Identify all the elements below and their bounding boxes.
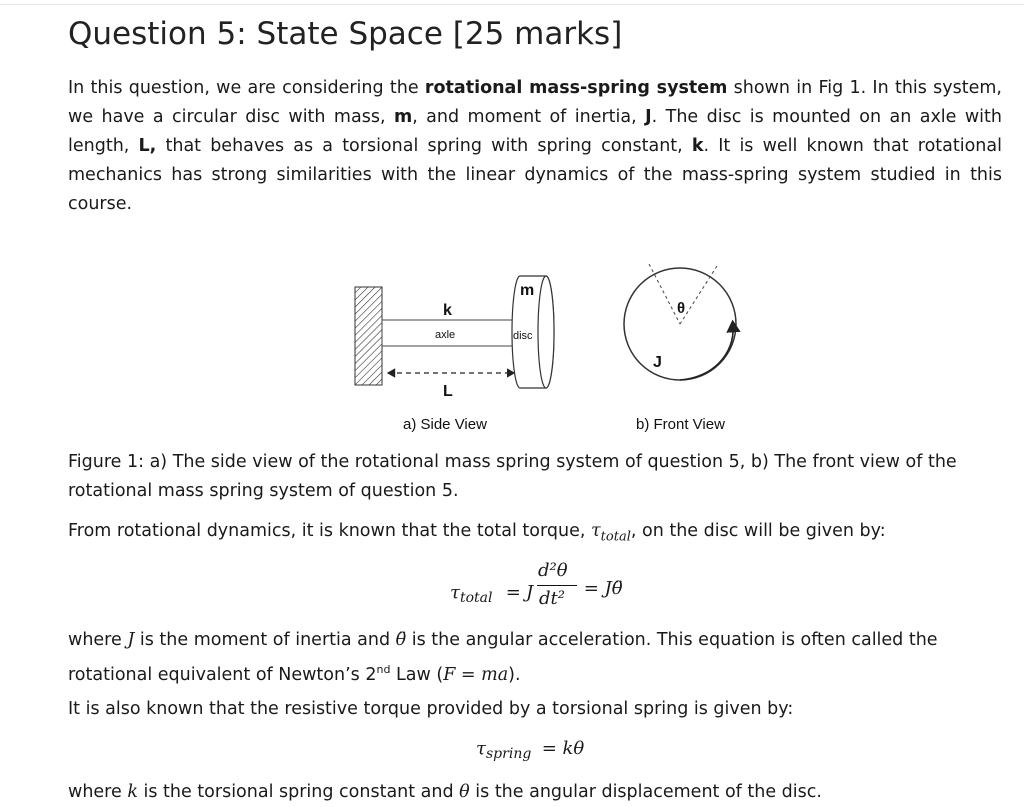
intro-text: , and moment of inertia, xyxy=(412,107,646,127)
tau-symbol: τ xyxy=(590,521,601,541)
where1-J: J xyxy=(127,630,135,650)
torque-intro-text: From rotational dynamics, it is known that the total torque, xyxy=(68,521,591,541)
where2-text: where xyxy=(68,782,128,802)
equation-total-torque xyxy=(450,560,690,616)
newton-law: F = ma xyxy=(443,664,509,685)
eq1-tau: τ xyxy=(450,582,460,603)
equation-spring-torque xyxy=(476,738,616,766)
torque-intro xyxy=(68,517,1002,552)
label-m: m xyxy=(520,282,535,299)
eq1-fraction-bar xyxy=(537,585,577,586)
figure-caption: Figure 1: a) The side view of the rotational mass spring system of question 5, b) The front view of the rotational mass spring system of question 5. xyxy=(68,452,957,501)
intro-text: that behaves as a torsional spring with spring constant, xyxy=(156,136,692,156)
label-theta: θ xyxy=(677,300,686,317)
eq2-tau: τ xyxy=(476,738,486,759)
top-border xyxy=(0,4,1024,5)
eq1-subscript: total xyxy=(460,590,493,606)
eq1-numerator: d²θ xyxy=(538,560,568,581)
eq1-equals: = xyxy=(500,582,527,603)
eq2-rhs: = kθ xyxy=(536,738,585,759)
where1-text: where xyxy=(68,630,128,650)
side-view-label: a) Side View xyxy=(403,416,487,433)
torque-intro-text: , on the disc will be given by: xyxy=(630,521,886,541)
intro-text: . The disc is mounted on an axle with length, xyxy=(68,107,1002,156)
label-axle: axle xyxy=(435,329,456,341)
where2-theta: θ xyxy=(459,782,470,802)
intro-bold-m: m xyxy=(393,107,413,127)
where-moment-paragraph xyxy=(68,626,1002,690)
label-disc: disc xyxy=(513,330,533,342)
intro-bold-k: k xyxy=(691,136,704,156)
figure-diagram xyxy=(340,258,760,408)
front-view-label: b) Front View xyxy=(636,416,725,433)
where-spring-paragraph xyxy=(68,778,1002,807)
spring-intro: It is also known that the resistive torque provided by a torsional spring is given by: xyxy=(68,699,794,719)
where1-text: ). xyxy=(508,664,521,685)
eq1-J: J xyxy=(526,582,534,603)
intro-text: shown in Fig 1. In this system, we have a circular disc with mass, xyxy=(68,78,1002,127)
tau-subscript: total xyxy=(600,529,631,545)
intro-bold-j: J xyxy=(645,107,652,127)
eq2-subscript: spring xyxy=(486,746,532,762)
where1-text: is the angular acceleration. This equation is often called the rotational equivalent of Newton’s 2 xyxy=(68,630,938,685)
label-k: k xyxy=(443,302,452,319)
intro-bold-system: rotational mass-spring system xyxy=(424,78,728,98)
intro-paragraph xyxy=(68,74,1002,219)
where2-text: is the torsional spring constant and xyxy=(137,782,460,802)
fixed-wall xyxy=(355,287,382,385)
where2-k: k xyxy=(127,782,138,802)
eq1-denominator: dt² xyxy=(539,588,565,609)
intro-text: In this question, we are considering the xyxy=(68,78,425,98)
eq1-rhs: = Jθ̈ xyxy=(578,578,623,599)
label-J: J xyxy=(653,354,662,371)
where1-text: Law ( xyxy=(390,664,444,685)
intro-bold-l: L, xyxy=(138,136,157,156)
where1-text: is the moment of inertia and xyxy=(134,630,396,650)
question-title: Question 5: State Space [25 marks] xyxy=(68,16,623,52)
where2-text: is the angular displacement of the disc. xyxy=(469,782,822,802)
label-L: L xyxy=(443,383,453,400)
where1-theta-ddot: θ̈ xyxy=(395,630,407,650)
intro-text: . It is well known that rotational mechanics has strong similarities with the linear dynamics of the mass-spring system studied in this course. xyxy=(68,136,1002,214)
where1-superscript: nd xyxy=(376,663,391,676)
